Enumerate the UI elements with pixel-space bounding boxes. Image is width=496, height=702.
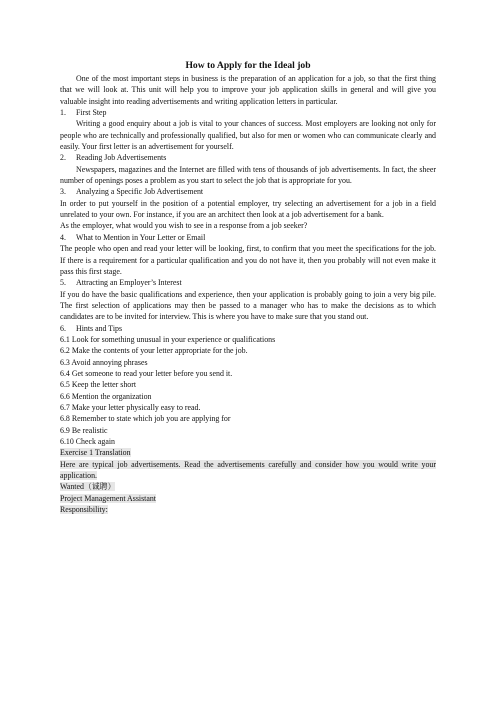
exercise-instruction: Here are typical job advertisements. Read the advertisements carefully and consider how you would write your application. (60, 459, 436, 481)
tip-item: 6.8 Remember to state which job you are applying for (60, 414, 231, 424)
tip-item: 6.6 Mention the organization (60, 391, 152, 401)
section-text-5: If you do have the basic qualifications and experience, then your application is probably going to join a very big pile. The first selection of applications may then be passed to a manager who has to make the decisions as to which candidates are to be invited for interview. This is where you have to make sure that you stand out. (60, 289, 436, 322)
page-title: How to Apply for the Ideal job (185, 60, 311, 71)
section-text-1: Writing a good enquiry about a job is vital to your chances of success. Most employers are looking not only for people who are technically and professionally qualified, but also for men or women who can communicate clearly and easily. Your first letter is an advertisement for yourself. (60, 119, 436, 152)
section-title: Reading Job Advertisements (76, 153, 167, 163)
position-title: Project Management Assistant (60, 493, 156, 503)
section-heading-1 (60, 107, 436, 118)
tip-item: 6.2 Make the contents of your letter appropriate for the job. (60, 346, 248, 356)
section-title: What to Mention in Your Letter or Email (76, 232, 206, 242)
tip-item: 6.9 Be realistic (60, 425, 108, 435)
tip-item: 6.5 Keep the letter short (60, 380, 137, 390)
section-heading-6 (60, 323, 436, 334)
section-number: 6. (60, 323, 66, 333)
exercise-heading: Exercise 1 Translation (60, 448, 131, 458)
wanted-label: Wanted（诚聘） (60, 482, 116, 492)
tip-item: 6.10 Check again (60, 437, 115, 446)
tip-item: 6.3 Avoid annoying phrases (60, 357, 148, 367)
section-heading-3 (60, 186, 436, 197)
section-text-4: The people who open and read your letter will be looking, first, to confirm that you meet the specifications for the job. If there is a requirement for a particular qualification and you do not have it, then you probably will not even make it pass this first stage. (60, 244, 436, 276)
section-text-3: In order to put yourself in the position of a potential employer, try selecting an advertisement for a job in a field unrelated to your own. For instance, if you are an architect then look at a job advertisement for a bank. (60, 198, 436, 220)
section-number: 4. (60, 232, 66, 242)
responsibility-label: Responsibility: (60, 505, 108, 515)
section-number: 2. (60, 153, 66, 163)
section-title: First Step (76, 108, 107, 118)
section-heading-2 (60, 152, 436, 163)
tip-item: 6.4 Get someone to read your letter before you send it. (60, 368, 233, 378)
section-title: Attracting an Employer’s Interest (76, 278, 182, 288)
section-number: 3. (60, 187, 66, 197)
document-body (60, 73, 436, 515)
tip-item: 6.7 Make your letter physically easy to read. (60, 402, 201, 412)
section-heading-4 (60, 232, 436, 243)
section-title: Hints and Tips (76, 323, 123, 333)
section-title: Analyzing a Specific Job Advertisement (76, 187, 204, 197)
section-text-3b: As the employer, what would you wish to see in a response from a job seeker? (60, 221, 308, 231)
tip-item: 6.1 Look for something unusual in your experience or qualifications (60, 334, 276, 344)
section-heading-5 (60, 277, 436, 288)
section-number: 5. (60, 278, 66, 288)
intro-paragraph: One of the most important steps in business is the preparation of an application for a job, so that the first thing that we will look at. This unit will help you to improve your job application skills in general and will give you valuable insight into reading advertisements and writing application letters in particular. (60, 74, 436, 106)
section-text-2: Newspapers, magazines and the Internet are filled with tens of thousands of job advertisements. In fact, the sheer number of openings poses a problem as you start to select the job that is appropriate for you. (60, 164, 436, 186)
section-number: 1. (60, 108, 66, 118)
